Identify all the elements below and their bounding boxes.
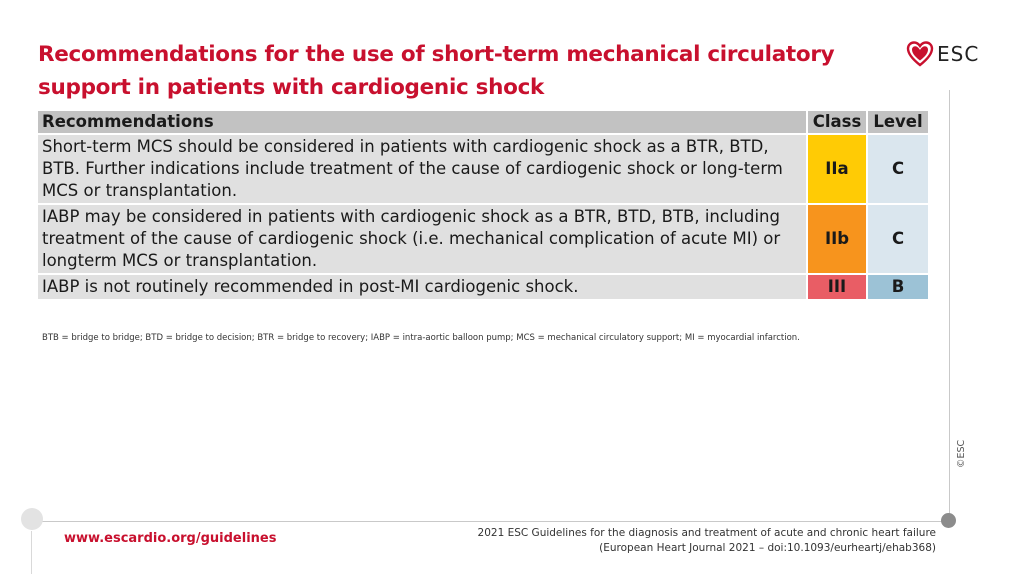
class-badge: III bbox=[806, 275, 866, 301]
table-row bbox=[38, 275, 928, 301]
citation-line-2: (European Heart Journal 2021 – doi:10.1093/eurheartj/ehab368) bbox=[599, 542, 936, 554]
decorative-circle-left bbox=[21, 508, 43, 530]
footer-divider bbox=[30, 521, 948, 522]
vertical-divider bbox=[949, 90, 950, 518]
class-badge: IIb bbox=[806, 205, 866, 275]
decorative-circle-right bbox=[941, 513, 956, 528]
abbreviations-note: BTB = bridge to bridge; BTD = bridge to decision; BTR = bridge to recovery; IABP = intra-aortic balloon pump; MCS = mechanical circulatory support; MI = myocardial infarction. bbox=[42, 333, 800, 343]
recommendations-table bbox=[38, 111, 928, 301]
header-recommendations: Recommendations bbox=[38, 111, 806, 135]
table-header-row bbox=[38, 111, 928, 135]
left-rule bbox=[31, 531, 32, 574]
recommendation-text: IABP is not routinely recommended in post-MI cardiogenic shock. bbox=[38, 275, 806, 301]
table-row bbox=[38, 135, 928, 205]
header-class: Class bbox=[806, 111, 866, 135]
level-badge: B bbox=[866, 275, 928, 301]
level-badge: C bbox=[866, 205, 928, 275]
header-level: Level bbox=[866, 111, 928, 135]
citation bbox=[478, 526, 936, 556]
citation-line-1: 2021 ESC Guidelines for the diagnosis and treatment of acute and chronic heart failure bbox=[477, 527, 936, 539]
table-row bbox=[38, 205, 928, 275]
level-badge: C bbox=[866, 135, 928, 205]
guidelines-link[interactable]: www.escardio.org/guidelines bbox=[64, 531, 277, 546]
class-badge: IIa bbox=[806, 135, 866, 205]
heart-logo-icon bbox=[906, 40, 934, 68]
recommendation-text: IABP may be considered in patients with cardiogenic shock as a BTR, BTD, BTB, including treatment of the cause of cardiogenic shock (i.e. mechanical complication of acute MI) or longterm MCS or transplantation. bbox=[38, 205, 806, 275]
recommendation-text: Short-term MCS should be considered in patients with cardiogenic shock as a BTR, BTD, BTB. Further indications include treatment of the cause of cardiogenic shock or long-term MCS or transplantation. bbox=[38, 135, 806, 205]
logo-text: ESC bbox=[937, 42, 980, 66]
copyright-text: ©ESC bbox=[956, 439, 967, 468]
slide-title: Recommendations for the use of short-term mechanical circulatory support in patients with cardiogenic shock bbox=[38, 42, 835, 100]
esc-logo bbox=[906, 40, 979, 68]
